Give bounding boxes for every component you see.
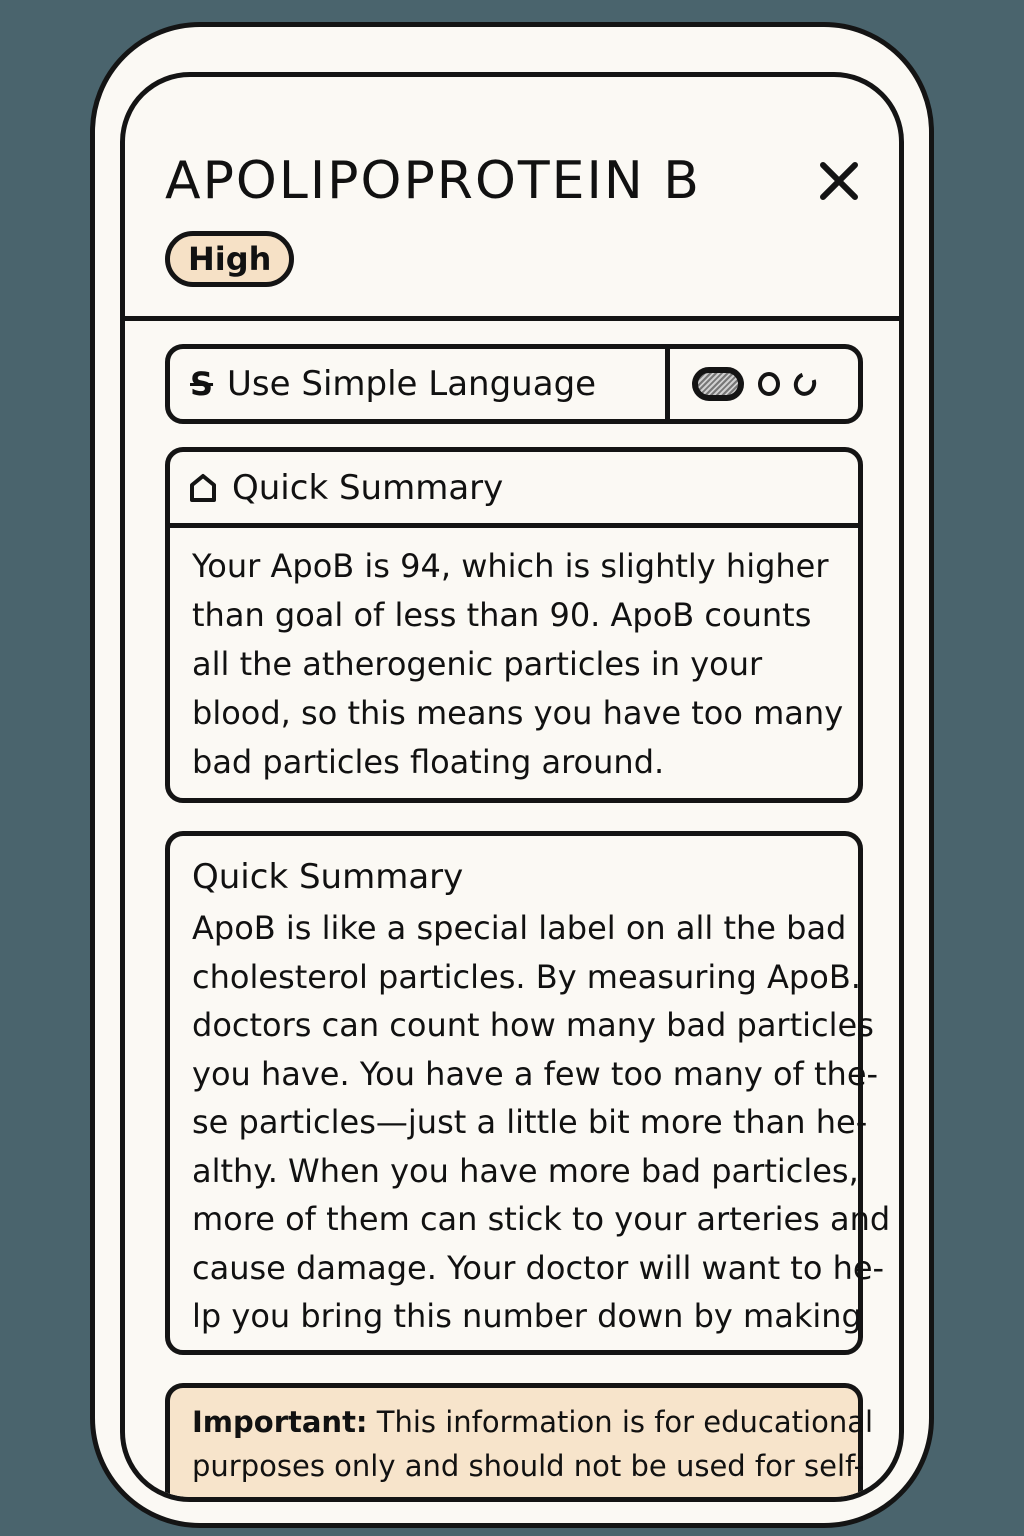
text-line: blood, so this means you have too many xyxy=(192,694,844,732)
close-icon xyxy=(815,157,863,205)
text-line: lp you bring this number down by making xyxy=(192,1297,862,1335)
toggle-knob xyxy=(692,367,744,401)
toggle-off-indicator-icon xyxy=(790,368,820,399)
simple-language-label-button[interactable] xyxy=(170,349,670,419)
panel-header xyxy=(125,77,899,321)
quick-summary-title: Quick Summary xyxy=(232,467,504,508)
text-line: cholesterol particles. By measuring ApoB. xyxy=(192,957,861,996)
page-title: APOLIPOPROTEIN B xyxy=(165,151,701,211)
simple-language-label: Use Simple Language xyxy=(227,364,597,404)
toggle-off-indicator-icon xyxy=(758,372,780,396)
text-line: Your ApoB is 94, which is slightly higher xyxy=(192,547,829,585)
text-line: ApoB is like a special label on all the bad xyxy=(192,909,847,947)
simple-summary-text xyxy=(170,902,891,1341)
text-line: doctors can count how many bad particles xyxy=(192,1006,874,1044)
quick-summary-text xyxy=(170,528,858,787)
simple-language-toggle-row xyxy=(165,344,863,424)
text-line: you have. You have a few too many of the- xyxy=(192,1054,879,1093)
disclaimer-line: purposes only and should not be used for self- xyxy=(192,1449,865,1483)
quick-summary-header[interactable] xyxy=(170,452,858,528)
simple-summary-card xyxy=(165,831,891,1355)
status-badge: High xyxy=(165,231,294,287)
simple-summary-title: Quick Summary xyxy=(192,857,464,897)
quick-summary-card xyxy=(165,447,863,803)
text-line: cause damage. Your doctor will want to he- xyxy=(192,1248,885,1287)
close-button[interactable] xyxy=(815,157,863,205)
home-icon xyxy=(188,472,218,504)
disclaimer-text: This information is for educational xyxy=(367,1405,874,1439)
detail-panel xyxy=(120,72,904,1502)
text-line: than goal of less than 90. ApoB counts xyxy=(192,596,812,634)
simple-language-switch[interactable] xyxy=(670,349,858,419)
disclaimer-line xyxy=(192,1400,874,1444)
text-line: more of them can stick to your arteries and xyxy=(192,1200,891,1238)
disclaimer-notice xyxy=(165,1383,874,1502)
text-line: althy. When you have more bad particles, xyxy=(192,1151,859,1190)
disclaimer-label: Important: xyxy=(192,1405,368,1439)
text-line: se particles—just a little bit more than he- xyxy=(192,1103,868,1141)
text-line: all the atherogenic particles in your xyxy=(192,645,763,683)
text-line: bad particles floating around. xyxy=(192,743,665,781)
strikethrough-s-icon: S xyxy=(190,365,214,403)
